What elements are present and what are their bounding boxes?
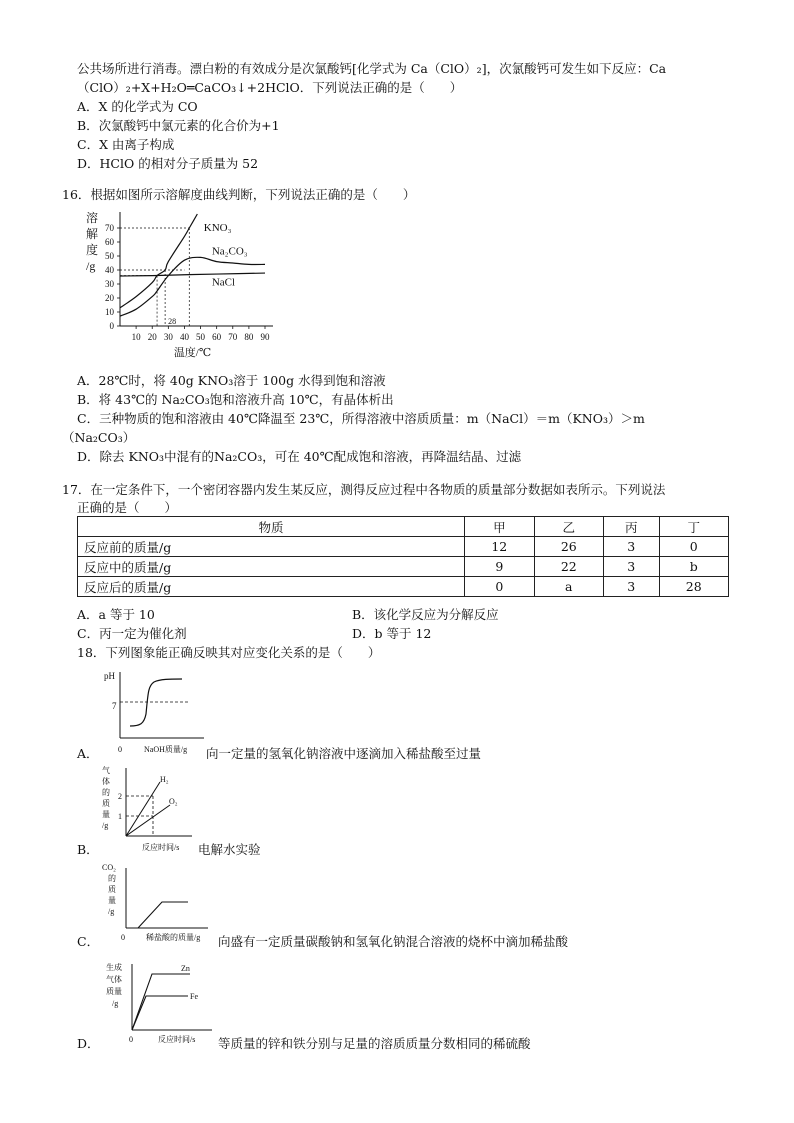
q18-graph-d: [100, 958, 220, 1050]
q17-option-b: B．该化学反应为分解反应: [352, 607, 499, 622]
y-tick-label: 50: [105, 251, 114, 261]
solubility-chart: [80, 208, 280, 366]
y-axis-title-char: 解: [86, 227, 99, 241]
table-header-cell: 甲: [465, 517, 534, 537]
table-row: [78, 537, 729, 557]
q15-option-a: A．X 的化学式为 CO: [77, 99, 198, 114]
q17-option-d: D．b 等于 12: [352, 626, 432, 641]
graph-d-ylabel-char: 生成: [106, 963, 122, 972]
q18-option-a-letter: A．: [77, 746, 99, 761]
graph-b-h2-line: [126, 782, 160, 836]
q16-option-c: C．三种物质的饱和溶液由 40℃降温至 23℃，所得溶液中溶质质量：m（NaCl）＝m（KNO₃）＞m: [77, 411, 645, 426]
table-cell: 22: [534, 557, 603, 577]
table-cell: 12: [465, 537, 534, 557]
series-label-2: NaCl: [211, 276, 236, 289]
q18-option-c-letter: C．: [77, 934, 100, 949]
y-axis-title-char: 度: [86, 243, 99, 257]
table-cell: 26: [534, 537, 603, 557]
q18-option-b-letter: B．: [77, 842, 99, 857]
graph-c-ylabel-char: 量: [108, 896, 116, 905]
table-cell: 反应中的质量/g: [78, 557, 465, 577]
graph-a-ylabel: pH: [104, 671, 115, 681]
q17-option-a: A．a 等于 10: [77, 607, 155, 622]
table-header-cell: 丁: [659, 517, 728, 537]
table-cell: 0: [465, 577, 534, 597]
q18-graph-b: [98, 762, 198, 854]
graph-b-ylabel-char: 质: [102, 799, 110, 808]
graph-d-zn-label: Zn: [181, 964, 190, 973]
q15-stem-line1: 公共场所进行消毒。漂白粉的有效成分是次氯酸钙[化学式为 Ca（ClO）₂]，次氯酸钙可发生如下反应：Ca: [77, 61, 667, 76]
table-cell: a: [534, 577, 603, 597]
x-tick-label: 60: [212, 332, 222, 342]
graph-c-ylabel-char: /g: [108, 907, 115, 916]
table-row: [78, 557, 729, 577]
table-cell: b: [659, 557, 728, 577]
graph-b-ylabel: [102, 765, 110, 830]
graph-b-xlabel: 反应时间/s: [142, 843, 180, 852]
graph-c-xlabel: 稀盐酸的质量/g: [146, 933, 201, 942]
q18-option-b-desc: 电解水实验: [198, 842, 261, 857]
table-header-cell: 物质: [78, 517, 465, 537]
series-curve-1: [120, 257, 265, 316]
table-cell: 28: [659, 577, 728, 597]
graph-b-ylabel-char: 气: [102, 766, 110, 775]
graph-a-tick-7: 7: [112, 701, 117, 711]
graph-a-curve: [130, 679, 182, 726]
table-cell: 3: [604, 557, 660, 577]
graph-b-ylabel-char: /g: [102, 821, 109, 830]
x-tick-label: 80: [244, 332, 254, 342]
graph-c-origin: 0: [121, 933, 125, 942]
graph-c-ylabel-char: 的: [108, 874, 116, 883]
x-axis-title: 温度/℃: [173, 347, 212, 359]
graph-d-ylabel-char: 气体: [106, 975, 122, 984]
graph-d-ylabel-char: 质量: [106, 987, 122, 996]
q18-option-d-desc: 等质量的锌和铁分别与足量的溶质质量分数相同的稀硫酸: [218, 1036, 531, 1051]
q16-option-b: B．将 43℃的 Na₂CO₃饱和溶液升高 10℃，有晶体析出: [77, 392, 394, 407]
q16-option-a: A．28℃时，将 40g KNO₃溶于 100g 水得到饱和溶液: [77, 373, 386, 388]
table-cell: 3: [604, 537, 660, 557]
x-tick-label: 50: [196, 332, 206, 342]
q18-graph-a: [100, 664, 210, 756]
series-label-1: Na₂CO₃: [211, 245, 248, 258]
q18-stem: 18．下列图象能正确反映其对应变化关系的是（ ）: [77, 645, 381, 660]
q17-option-c: C．丙一定为催化剂: [77, 626, 187, 641]
q18-option-d-letter: D．: [77, 1036, 100, 1051]
graph-d-ylabel-char: /g: [112, 999, 119, 1008]
y-tick-label: 70: [105, 223, 114, 233]
graph-c-curve: [138, 902, 188, 928]
q16-option-d: D．除去 KNO₃中混有的Na₂CO₃，可在 40℃配成饱和溶液，再降温结晶、过滤: [77, 449, 522, 464]
graph-b-ylabel-char: 体: [102, 777, 110, 786]
graph-d-fe-line: [132, 996, 188, 1030]
graph-b-o2-label: O₂: [169, 797, 178, 806]
y-tick-label: 30: [105, 279, 114, 289]
table-header-cell: 乙: [534, 517, 603, 537]
q16-option-c-cont: （Na₂CO₃）: [62, 430, 136, 445]
graph-d-ylabel: [106, 962, 122, 1008]
table-cell: 9: [465, 557, 534, 577]
table-header-cell: 丙: [604, 517, 660, 537]
x-tick-label: 30: [163, 332, 173, 342]
series-curve-2: [120, 273, 265, 276]
q15-option-b: B．次氯酸钙中氯元素的化合价为+1: [77, 118, 280, 133]
y-tick-label: 40: [105, 265, 114, 275]
x-tick-label: 70: [228, 332, 238, 342]
q15-option-d: D．HClO 的相对分子质量为 52: [77, 156, 259, 171]
graph-c-ylabel-char: CO₂: [102, 863, 116, 872]
y-axis-title-char: 溶: [86, 211, 99, 225]
table-row: [78, 577, 729, 597]
x-tick-label: 90: [260, 332, 270, 342]
graph-a-xlabel: NaOH质量/g: [144, 745, 188, 754]
q18-option-c-desc: 向盛有一定质量碳酸钠和氢氧化钠混合溶液的烧杯中滴加稀盐酸: [218, 934, 569, 949]
graph-d-xlabel: 反应时间/s: [158, 1035, 196, 1044]
graph-d-origin: 0: [129, 1035, 133, 1044]
graph-b-tick-2: 2: [118, 792, 122, 801]
q16-stem: 16．根据如图所示溶解度曲线判断，下列说法正确的是（ ）: [62, 187, 416, 202]
table-cell: 反应前的质量/g: [78, 537, 465, 557]
q17-stem-line2: 正确的是（ ）: [77, 500, 178, 515]
table-cell: 反应后的质量/g: [78, 577, 465, 597]
graph-b-ylabel-char: 的: [102, 788, 110, 797]
table-header-row: [78, 517, 729, 537]
y-tick-label: 60: [105, 237, 114, 247]
graph-a-origin: 0: [118, 745, 122, 754]
graph-c-ylabel-char: 质: [108, 885, 116, 894]
y-axis-title-char: /g: [86, 259, 96, 273]
q15-stem-line2: （ClO）₂+X+H₂O═CaCO₃↓+2HClO．下列说法正确的是（ ）: [77, 80, 463, 95]
table-cell: 0: [659, 537, 728, 557]
x-tick-label: 40: [179, 332, 189, 342]
graph-b-o2-line: [126, 805, 170, 836]
graph-c-ylabel: [102, 863, 116, 916]
graph-b-ylabel-char: 量: [102, 810, 110, 819]
graph-d-fe-label: Fe: [190, 992, 198, 1001]
q18-option-a-desc: 向一定量的氢氧化钠溶液中逐滴加入稀盐酸至过量: [206, 746, 482, 761]
q17-mass-table: [77, 516, 729, 597]
graph-b-tick-1: 1: [118, 812, 122, 821]
x-tick-label: 10: [131, 332, 141, 342]
graph-b-h2-label: H₂: [160, 775, 169, 784]
q15-option-c: C．X 由离子构成: [77, 137, 175, 152]
table-cell: 3: [604, 577, 660, 597]
y-tick-label: 20: [105, 293, 114, 303]
q18-graph-c: [100, 860, 220, 946]
annotation-28: 28: [168, 317, 177, 326]
y-tick-label: 0: [109, 321, 114, 331]
y-tick-label: 10: [105, 307, 114, 317]
series-label-0: KNO₃: [203, 221, 232, 234]
x-tick-label: 20: [147, 332, 157, 342]
graph-d-zn-line: [132, 974, 190, 1030]
q17-stem-line1: 17．在一定条件下，一个密闭容器内发生某反应，测得反应过程中各物质的质量部分数据如表所示。下列说法: [62, 482, 666, 497]
